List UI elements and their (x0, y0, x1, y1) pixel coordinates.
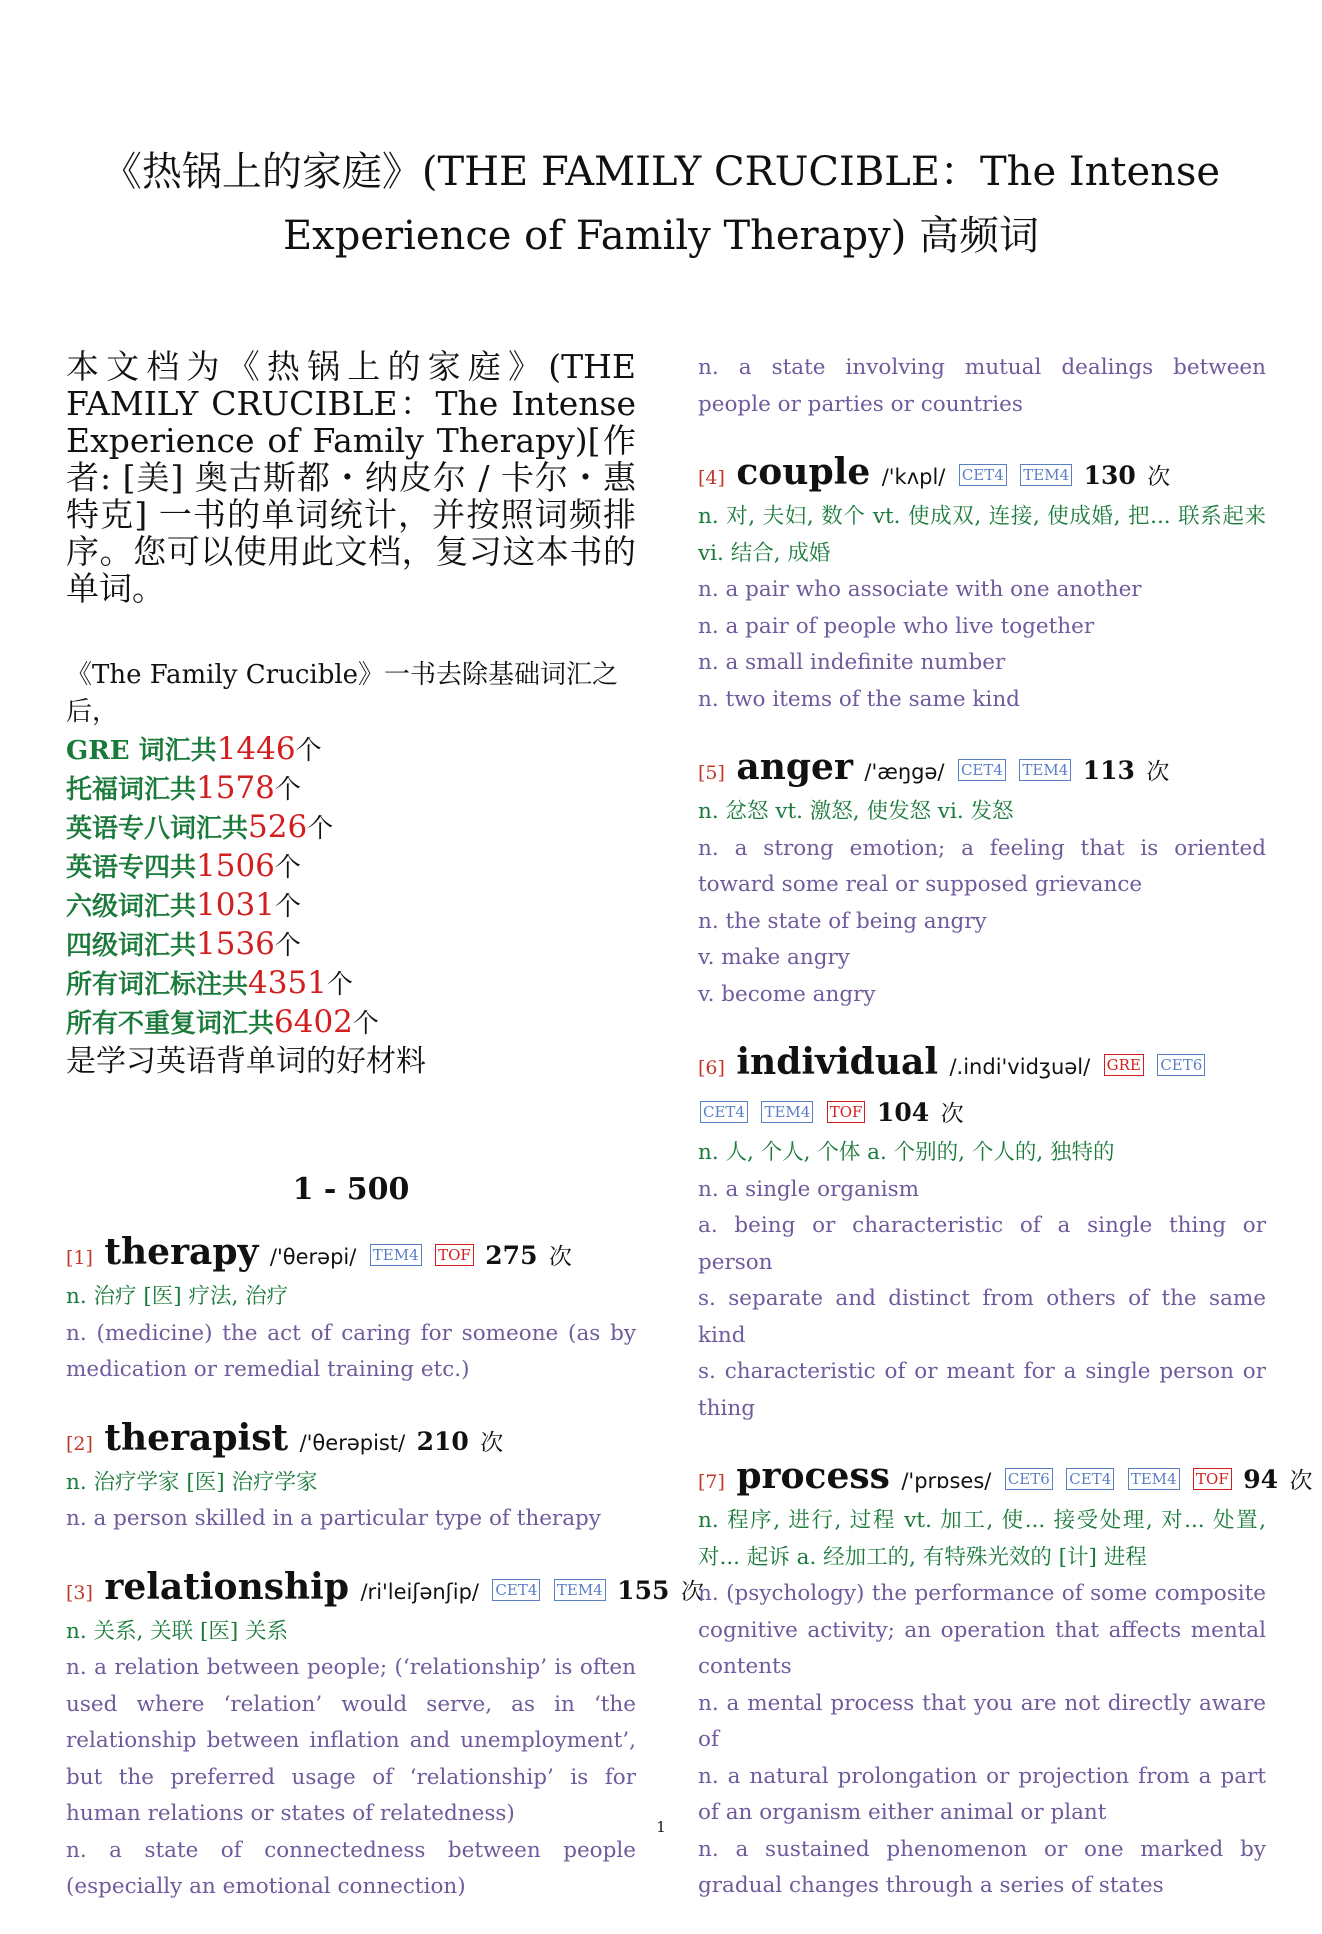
stat-all-unique (66, 1004, 636, 1043)
entry-word: process (736, 1455, 890, 1497)
entry-count-unit: 次 (480, 1429, 504, 1456)
definition: v. become angry (698, 981, 876, 1007)
entry-count-unit: 次 (548, 1244, 572, 1270)
stat-label: 托福词汇共 (66, 775, 197, 805)
definition: n. (medicine) the act of caring for someone (as by medication or remedial training etc.) (66, 1320, 636, 1382)
definition: n. a person skilled in a particular type of therapy (66, 1506, 601, 1531)
entry-head (698, 746, 1266, 794)
stat-unit: 个 (295, 736, 322, 766)
stat-value: 1536 (196, 926, 275, 962)
document-title (100, 140, 1222, 268)
tag-badge: CET4 (1066, 1468, 1114, 1490)
entry-rank: [1] (66, 1247, 93, 1269)
stat-unit: 个 (274, 892, 301, 922)
entry-count: 94 (1243, 1465, 1278, 1494)
entry-head (698, 451, 1266, 499)
definition: n. a pair who associate with one another (698, 577, 1142, 602)
entry-word: therapy (104, 1231, 259, 1273)
entry-head (66, 1565, 704, 1614)
entry-rank: [4] (698, 467, 725, 489)
stat-label: 所有词汇标注共 (66, 970, 249, 1000)
definition: n. 对, 夫妇, 数个 vt. 使成双, 连接, 使成婚, 把... 联系起来 vi. 结合, 成婚 (698, 504, 1266, 566)
entry-count: 155 (617, 1575, 670, 1605)
stat-label: 四级词汇共 (66, 931, 197, 961)
definition: n. a strong emotion; a feeling that is oriented toward some real or supposed grievance (698, 835, 1266, 897)
definition: n. a state involving mutual dealings between people or parties or countries (698, 355, 1266, 417)
tag-badge: TEM4 (1019, 759, 1071, 781)
entry-rank: [5] (698, 762, 725, 784)
entry-ipa: /'æŋgə/ (864, 760, 945, 784)
stat-unit: 个 (352, 1009, 379, 1039)
entry-count: 210 (416, 1426, 469, 1456)
entry-count-unit: 次 (1289, 1468, 1313, 1494)
stat-value: 1506 (196, 848, 275, 884)
entry-count: 104 (876, 1098, 930, 1127)
definition: n. a mental process that you are not directly aware of (698, 1690, 1266, 1752)
stat-value: 4351 (248, 965, 327, 1001)
tag-badge: TEM4 (370, 1244, 422, 1266)
entry-head (66, 1417, 636, 1465)
stat-value: 526 (248, 809, 308, 845)
stat-tem8 (66, 809, 636, 848)
tag-badge: CET6 (1005, 1468, 1053, 1490)
definition: n. the state of being angry (698, 908, 987, 934)
title-line-2: Experience of Family Therapy) 高频词 (282, 213, 1040, 259)
tag-badge: CET4 (492, 1579, 540, 1601)
stat-unit: 个 (326, 970, 353, 1000)
tag-badge: TEM4 (761, 1101, 813, 1123)
entry-ipa: /'θerəpi/ (269, 1245, 357, 1269)
stat-unit: 个 (274, 775, 301, 805)
stat-value: 1578 (196, 770, 275, 806)
definition: n. 人, 个人, 个体 a. 个别的, 个人的, 独特的 (698, 1140, 1115, 1165)
word-entry-4 (698, 451, 1266, 718)
tag-badge: GRE (1104, 1054, 1144, 1076)
entry-count: 130 (1083, 461, 1136, 490)
entry-ipa: /.indi'vidʒuəl/ (949, 1055, 1091, 1079)
stat-toefl (66, 770, 636, 809)
stat-unit: 个 (307, 814, 334, 844)
entry-word: therapist (104, 1416, 289, 1459)
definition: s. separate and distinct from others of the same kind (698, 1286, 1266, 1348)
tag-badge: TOF (827, 1101, 866, 1123)
definition: a. being or characteristic of a single thing or person (698, 1213, 1266, 1275)
definition: n. two items of the same kind (698, 686, 1020, 712)
left-column (66, 347, 704, 1934)
stat-unit: 个 (274, 853, 301, 883)
entry-count-unit: 次 (1146, 759, 1170, 785)
definition: n. (psychology) the performance of some composite cognitive activity; an operation that affects mental contents (698, 1581, 1266, 1679)
stats-final: 是学习英语背单词的好材料 (66, 1044, 426, 1079)
word-entry-3-continued (698, 350, 1266, 423)
entry-word: individual (736, 1041, 939, 1083)
tag-badge: TOF (1193, 1468, 1232, 1490)
word-entry-1 (66, 1231, 636, 1389)
entry-ipa: /'θerəpist/ (299, 1430, 406, 1455)
entry-ipa: /ri'leiʃənʃip/ (360, 1579, 479, 1604)
definition: n. a pair of people who live together (698, 613, 1095, 639)
entry-head (66, 1231, 636, 1279)
entry-rank: [2] (66, 1432, 93, 1455)
definition: s. characteristic of or meant for a single person or thing (698, 1359, 1266, 1421)
tag-badge: CET6 (1157, 1054, 1205, 1076)
tag-badge: TOF (435, 1244, 474, 1266)
word-entry-6 (698, 1041, 1266, 1427)
definition: n. a state of connectedness between people (especially an emotional connection) (66, 1837, 636, 1899)
definition: v. make angry (698, 945, 850, 970)
page-number: 1 (656, 1818, 666, 1836)
vocabulary-stats (66, 657, 636, 1080)
entry-count-unit: 次 (1147, 464, 1171, 490)
entry-count-unit: 次 (940, 1101, 964, 1127)
definition: n. a natural prolongation or projection from a part of an organism either animal or plant (698, 1763, 1266, 1825)
stat-value: 6402 (274, 1004, 353, 1040)
definition: n. a small indefinite number (698, 650, 1006, 675)
tag-badge: TEM4 (554, 1579, 606, 1601)
entry-ipa: /'kʌpl/ (881, 465, 946, 489)
stat-all-tagged (66, 965, 636, 1004)
stats-lead: 《The Family Crucible》一书去除基础词汇之后， (66, 660, 619, 727)
stat-label: 英语专八词汇共 (66, 814, 249, 844)
definition: n. 治疗学家 [医] 治疗学家 (66, 1469, 318, 1495)
entry-count-unit: 次 (680, 1578, 704, 1605)
stat-cet6 (66, 887, 636, 926)
title-line-1: 《热锅上的家庭》(THE FAMILY CRUCIBLE：The Intense (101, 149, 1221, 195)
tag-badge: TEM4 (1020, 464, 1072, 486)
word-entry-3 (66, 1565, 704, 1906)
stat-value: 1446 (216, 731, 296, 767)
intro-paragraph: 本文档为《热锅上的家庭》(THE FAMILY CRUCIBLE：The Intense Experience of Family Therapy)[作者: [美] 奥古斯都・纳皮尔 / 卡尔・惠特克] 一书的单词统计，并按照词频排序。您可以使用此文档，复习这本书的单词。 (66, 347, 636, 608)
entry-rank: [3] (66, 1581, 93, 1604)
stat-gre (66, 731, 636, 770)
entry-head (698, 1455, 1313, 1503)
entry-word: relationship (104, 1565, 350, 1608)
range-heading: 1 - 500 (292, 1172, 410, 1207)
word-entry-5 (698, 746, 1266, 1013)
entry-rank: [6] (698, 1057, 725, 1079)
stat-label: 所有不重复词汇共 (66, 1009, 275, 1039)
stat-value: 1031 (196, 887, 275, 923)
entry-count: 113 (1082, 756, 1135, 785)
entry-count: 275 (485, 1241, 538, 1270)
tag-badge: CET4 (700, 1101, 748, 1123)
definition: n. a sustained phenomenon or one marked by gradual changes through a series of states (698, 1836, 1266, 1898)
entry-word: anger (736, 746, 853, 788)
definition: n. 忿怒 vt. 激怒, 使发怒 vi. 发怒 (698, 799, 1014, 824)
definition: n. 治疗 [医] 疗法, 治疗 (66, 1284, 289, 1309)
stat-label: 英语专四共 (66, 853, 197, 883)
stat-unit: 个 (274, 931, 301, 961)
entry-head (698, 1041, 1266, 1135)
definition: n. 程序, 进行, 过程 vt. 加工, 使... 接受处理, 对... 处置, 对... 起诉 a. 经加工的, 有特殊光效的 [计] 进程 (698, 1508, 1266, 1570)
tag-badge: CET4 (958, 759, 1006, 781)
entry-rank: [7] (698, 1471, 725, 1493)
word-entry-7 (698, 1455, 1313, 1905)
stat-label: 六级词汇共 (66, 892, 197, 922)
tag-badge: CET4 (959, 464, 1007, 486)
definition: n. a single organism (698, 1176, 920, 1202)
word-entry-2 (66, 1417, 636, 1538)
tag-badge: TEM4 (1128, 1468, 1180, 1490)
definition: n. 关系, 关联 [医] 关系 (66, 1618, 289, 1644)
entry-word: couple (736, 451, 871, 493)
stat-tem4 (66, 848, 636, 887)
entry-ipa: /'prɒses/ (901, 1469, 992, 1493)
stat-cet4 (66, 926, 636, 965)
stat-label: GRE 词汇共 (66, 736, 217, 766)
definition: n. a relation between people; (‘relationship’ is often used where ‘relation’ would serve, as in ‘the relationship between inflation and unemployment’, but the preferred usage of ‘relationship’ is for human relations or states of relatedness) (66, 1655, 636, 1826)
right-column (698, 350, 1313, 1933)
